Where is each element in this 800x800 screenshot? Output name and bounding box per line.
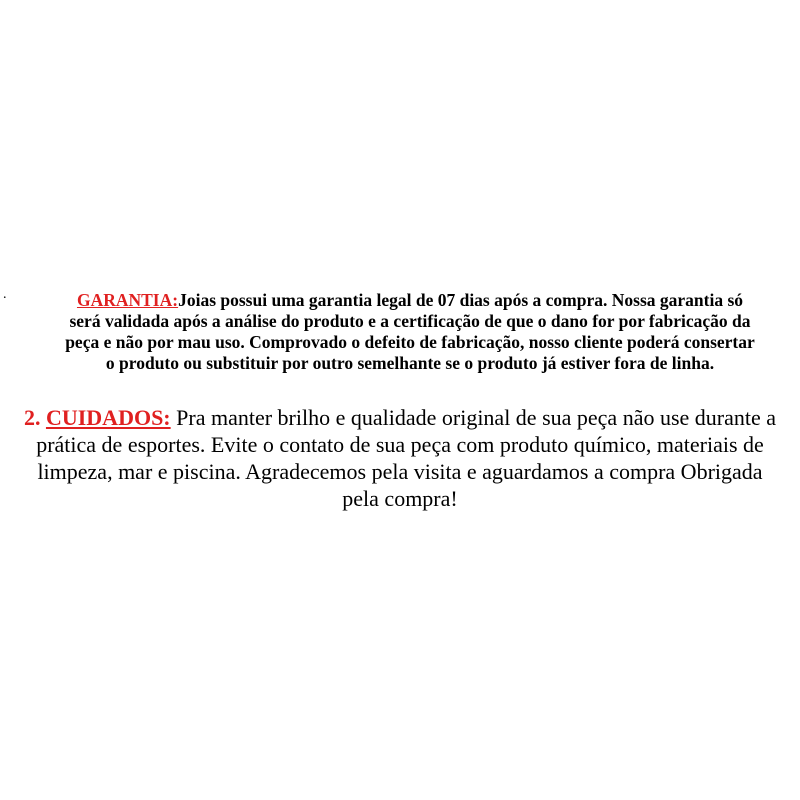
stray-dot: . bbox=[3, 287, 7, 302]
cuidados-heading: CUIDADOS: bbox=[45, 405, 171, 430]
garantia-heading: GARANTIA: bbox=[76, 290, 179, 310]
cuidados-body: Pra manter brilho e qualidade original de sua peça não use durante a prática de esportes. Evite o contato de sua peça com produto químico, materiais de limpeza, mar e piscina. Agradecemos pela visita e aguardamos a compra Obrigada pela compra! bbox=[36, 405, 777, 511]
cuidados-section bbox=[20, 404, 780, 512]
garantia-body: Joias possui uma garantia legal de 07 dias após a compra. Nossa garantia só será validada após a análise do produto e a certificação de que o dano for por fabricação da peça e não por mau uso. Comprovado o defeito de fabricação, nosso cliente poderá consertar o produto ou substituir por outro semelhante se o produto já estiver fora de linha. bbox=[65, 290, 755, 373]
cuidados-number: 2. bbox=[23, 405, 41, 430]
garantia-section bbox=[60, 290, 760, 374]
